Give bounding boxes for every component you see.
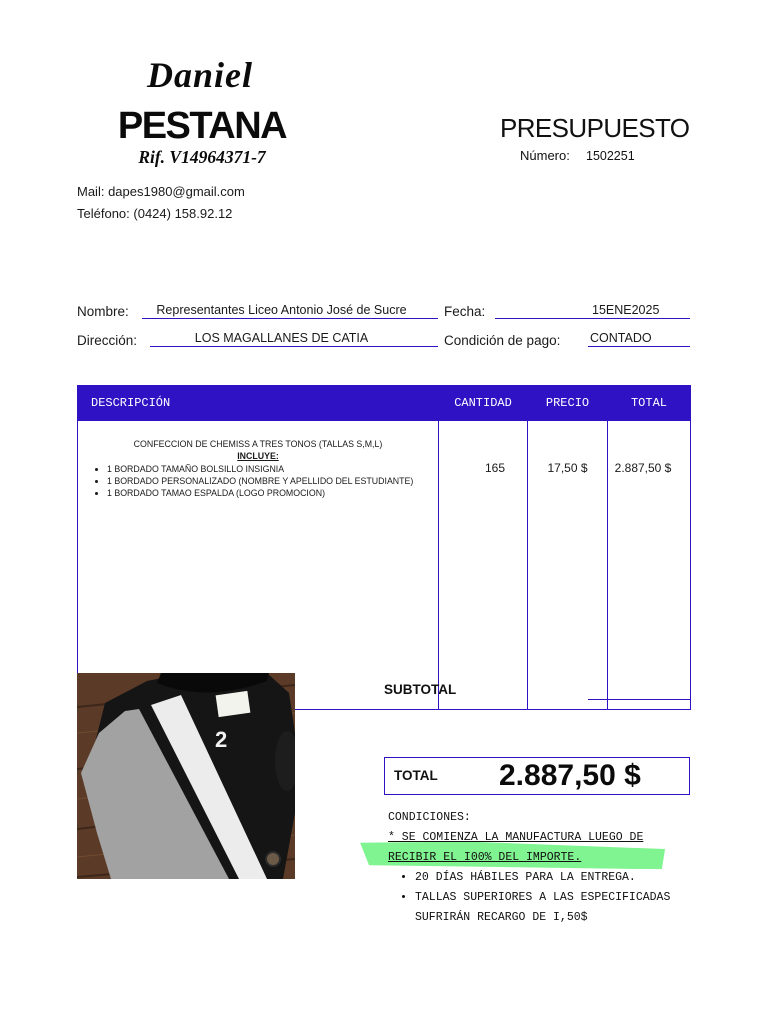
shirt-logo: 2 xyxy=(215,727,228,752)
item-description-cell xyxy=(78,421,439,710)
subtotal-label: SUBTOTAL xyxy=(384,682,457,697)
address-value: LOS MAGALLANES DE CATIA xyxy=(194,331,369,345)
phone-value: (0424) 158.92.12 xyxy=(133,206,233,221)
client-name-label: Nombre: xyxy=(77,304,129,319)
header-price: PRECIO xyxy=(528,386,608,421)
date-underline xyxy=(495,318,690,319)
contact-phone xyxy=(77,206,232,222)
item-total: 2.887,50 $ xyxy=(608,421,691,710)
shirt-tag xyxy=(216,691,251,717)
total-value: 2.887,50 $ xyxy=(499,759,641,792)
client-name-value: Representantes Liceo Antonio José de Sucre xyxy=(156,303,407,317)
list-item: • 1 BORDADO PERSONALIZADO (NOMBRE Y APELLIDO DEL ESTUDIANTE) xyxy=(107,475,438,487)
document-number: 1502251 xyxy=(586,149,635,163)
payment-underline xyxy=(588,346,690,347)
mail-value: dapes1980@gmail.com xyxy=(108,184,245,199)
header-description: DESCRIPCIÓN xyxy=(78,386,439,421)
item-includes-list xyxy=(78,463,438,500)
item-quantity: 165 xyxy=(439,421,528,710)
list-item: • TALLAS SUPERIORES A LAS ESPECIFICADAS SUFRIRÁN RECARGO DE I,50$ xyxy=(415,888,678,928)
payment-value: CONTADO xyxy=(590,331,652,345)
conditions xyxy=(388,808,678,928)
document-title: PRESUPUESTO xyxy=(500,113,690,143)
subtotal-underline xyxy=(588,699,690,700)
phone-label: Teléfono: xyxy=(77,206,130,221)
watch xyxy=(266,852,280,866)
item-description: CONFECCION DE CHEMISS A TRES TONOS (TALLAS S,M,L) xyxy=(133,439,383,449)
client-name-underline xyxy=(142,318,438,319)
list-item: • 1 BORDADO TAMAO ESPALDA (LOGO PROMOCION) xyxy=(107,487,438,499)
conditions-title: CONDICIONES: xyxy=(388,811,471,824)
contact-mail xyxy=(77,184,245,200)
item-includes-label: INCLUYE: xyxy=(237,451,279,462)
date-label: Fecha: xyxy=(444,304,486,319)
item-price: 17,50 $ xyxy=(528,421,608,710)
product-photo-drawing xyxy=(77,673,295,879)
brand-first-name: Daniel xyxy=(146,55,253,95)
product-photo xyxy=(77,673,295,879)
total-box xyxy=(384,757,690,795)
header-quantity: CANTIDAD xyxy=(439,386,528,421)
total-label: TOTAL xyxy=(394,768,438,783)
conditions-list xyxy=(388,868,678,928)
address-label: Dirección: xyxy=(77,333,138,348)
table-header-row xyxy=(78,386,691,421)
items-table xyxy=(77,385,691,710)
document-number-label: Número: xyxy=(520,148,570,163)
header-total: TOTAL xyxy=(608,386,691,421)
payment-label: Condición de pago: xyxy=(444,333,561,348)
address-underline xyxy=(150,346,438,347)
conditions-note: * SE COMIENZA LA MANUFACTURA LUEGO DE RECIBIR EL I00% DEL IMPORTE. xyxy=(388,831,644,864)
list-item: • 1 BORDADO TAMAÑO BOLSILLO INSIGNIA xyxy=(107,463,438,475)
date-value: 15ENE2025 xyxy=(592,303,660,317)
mail-label: Mail: xyxy=(77,184,105,199)
brand-last-name: PESTANA xyxy=(117,105,287,147)
table-row xyxy=(78,421,691,710)
brand-rif: Rif. V14964371-7 xyxy=(138,147,266,167)
list-item: • 20 DÍAS HÁBILES PARA LA ENTREGA. xyxy=(415,868,678,888)
